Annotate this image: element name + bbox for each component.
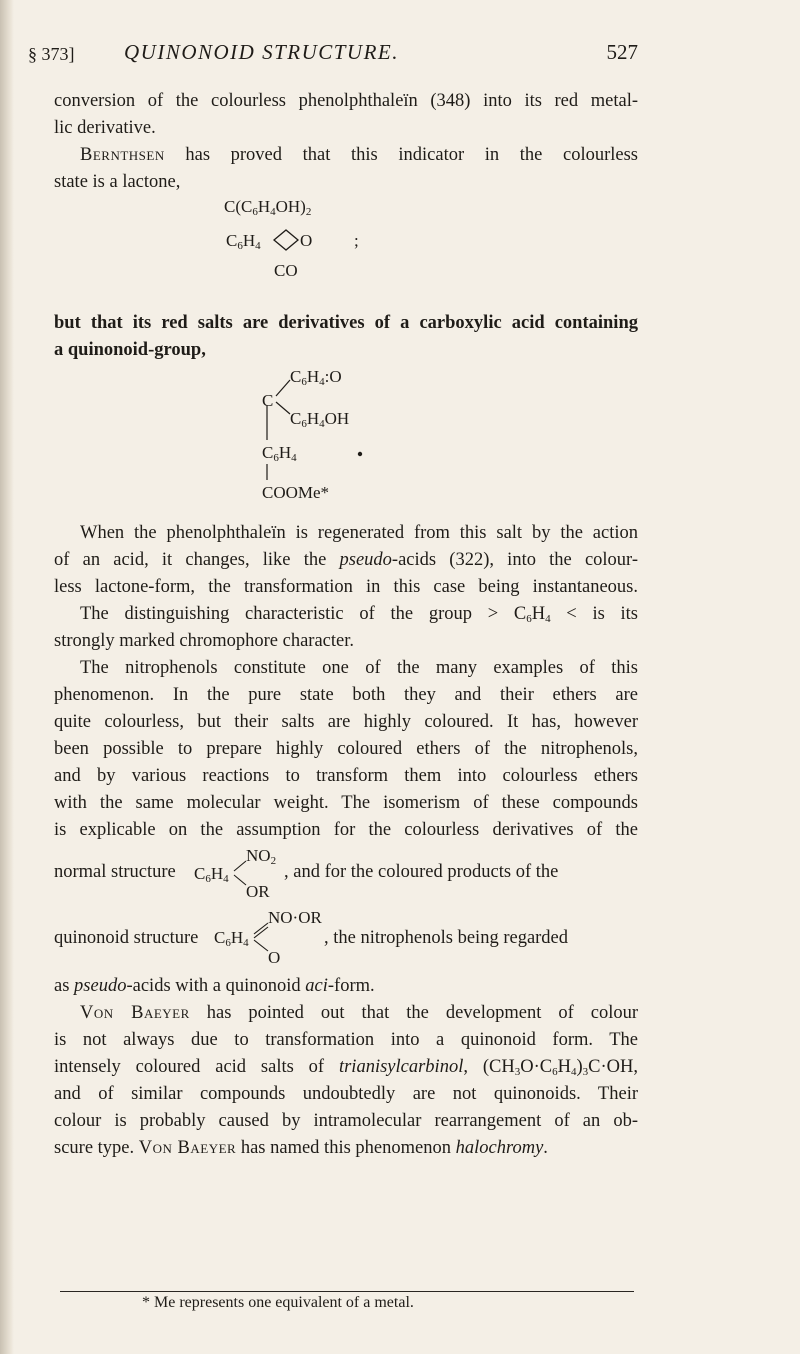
author-name: Von Baeyer xyxy=(80,1003,190,1023)
lactone-formula xyxy=(224,196,374,286)
formula-bottom-text: CO xyxy=(274,261,298,280)
quinonoid-structure-formula xyxy=(214,909,334,967)
text-line: as pseudo-acids with a quinonoid aci-form. xyxy=(54,976,375,996)
text-line: Bernthsen has proved that this indicator in the colourless xyxy=(80,145,638,165)
bond-upper-line xyxy=(276,380,290,396)
svg-text:O: O xyxy=(268,948,281,967)
author-name: Bernthsen xyxy=(80,145,165,165)
formula-top-text: C(C6H4OH)2 xyxy=(224,197,312,218)
quinonoid-structure-label: quinonoid structure xyxy=(54,928,199,948)
page-number: 527 xyxy=(606,40,638,64)
text-line: The distinguishing characteristic of the group > $C_6H_4$ < is its xyxy=(80,604,638,625)
text-line: been possible to prepare highly coloured ethers of the nitrophenols, xyxy=(54,739,638,759)
quinonoid-structure-tail: , the nitrophenols being regarded xyxy=(324,928,569,948)
normal-structure-formula xyxy=(194,849,294,903)
text-line: a quinonoid-group, xyxy=(54,340,206,360)
lactone-ring-svg xyxy=(224,196,374,286)
text-line: of an acid, it changes, like the pseudo-acids (322), into the colour- xyxy=(54,550,638,570)
formula-ring-oxygen: O xyxy=(300,231,313,250)
svg-text:C6H4: C6H4 xyxy=(194,864,229,885)
middle-group: C6H4 xyxy=(262,443,297,464)
quinonoid-structure-line xyxy=(54,909,638,967)
text-line: intensely coloured acid salts of trianisylcarbinol, $(CH_3O\cdot C_6H_4)_3C\cdot OH$, xyxy=(54,1057,638,1078)
formula-left-text: C6H4 xyxy=(226,231,261,252)
text-line: strongly marked chromophore character. xyxy=(54,631,354,651)
svg-text:NO2: NO2 xyxy=(246,849,277,867)
text-line: with the same molecular weight. The isomerism of these compounds xyxy=(54,793,638,813)
author-name: Von Baeyer xyxy=(138,1138,237,1158)
text-line: is not always due to transformation into a quinonoid form. The xyxy=(54,1030,638,1050)
central-carbon: C xyxy=(262,391,274,410)
text-line: quite colourless, but their salts are highly coloured. It has, however xyxy=(54,712,638,732)
section-number: § 373] xyxy=(28,44,75,64)
text-line: lic derivative. xyxy=(54,118,156,138)
text-line: state is a lactone, xyxy=(54,172,181,192)
formula-semicolon: ; xyxy=(354,231,359,250)
printing-dot xyxy=(358,452,362,456)
upper-group: C6H4:O xyxy=(290,367,342,388)
running-title: QUINONOID STRUCTURE. xyxy=(124,40,400,64)
svg-text:NO·OR: NO·OR xyxy=(268,909,322,927)
svg-text:OR: OR xyxy=(246,882,270,901)
normal-structure-tail: , and for the coloured products of the xyxy=(284,862,559,882)
lactone-ring-icon xyxy=(274,230,298,250)
text-line: The nitrophenols constitute one of the many examples of this xyxy=(80,658,638,678)
page-binding-shadow xyxy=(0,0,14,1354)
bottom-group: COOMe* xyxy=(262,483,330,502)
text-line: conversion of the colourless phenolphthaleïn (348) into its red metal- xyxy=(54,91,638,111)
quinonoid-salt-formula xyxy=(262,366,422,516)
footnote-rule xyxy=(60,1291,634,1292)
text-line: colour is probably caused by intramolecular rearrangement of an ob- xyxy=(54,1111,638,1131)
text-line: phenomenon. In the pure state both they and their ethers are xyxy=(54,685,638,705)
footnote: * Me represents one equivalent of a metal. xyxy=(142,1294,414,1311)
text-line: scure type. Von Baeyer has named this phenomenon halochromy. xyxy=(54,1138,548,1158)
text-line: is explicable on the assumption for the colourless derivatives of the xyxy=(54,820,638,840)
text-line: but that its red salts are derivatives of a carboxylic acid containing xyxy=(54,313,638,333)
text-line: and by various reactions to transform them into colourless ethers xyxy=(54,766,638,786)
quinonoid-salt-svg xyxy=(262,366,422,516)
text-line: and of similar compounds undoubtedly are not quinonoids. Their xyxy=(54,1084,638,1104)
text-line: less lactone-form, the transformation in this case being instantaneous. xyxy=(54,577,638,597)
lower-group: C6H4OH xyxy=(290,409,350,430)
text-line: Von Baeyer has pointed out that the development of colour xyxy=(80,1003,639,1023)
svg-text:C6H4: C6H4 xyxy=(214,928,249,949)
text-line: When the phenolphthaleïn is regenerated from this salt by the action xyxy=(80,523,638,543)
running-header xyxy=(28,40,638,70)
normal-structure-line xyxy=(54,849,638,903)
bond-lower-line xyxy=(276,402,290,414)
normal-structure-label: normal structure xyxy=(54,862,176,882)
